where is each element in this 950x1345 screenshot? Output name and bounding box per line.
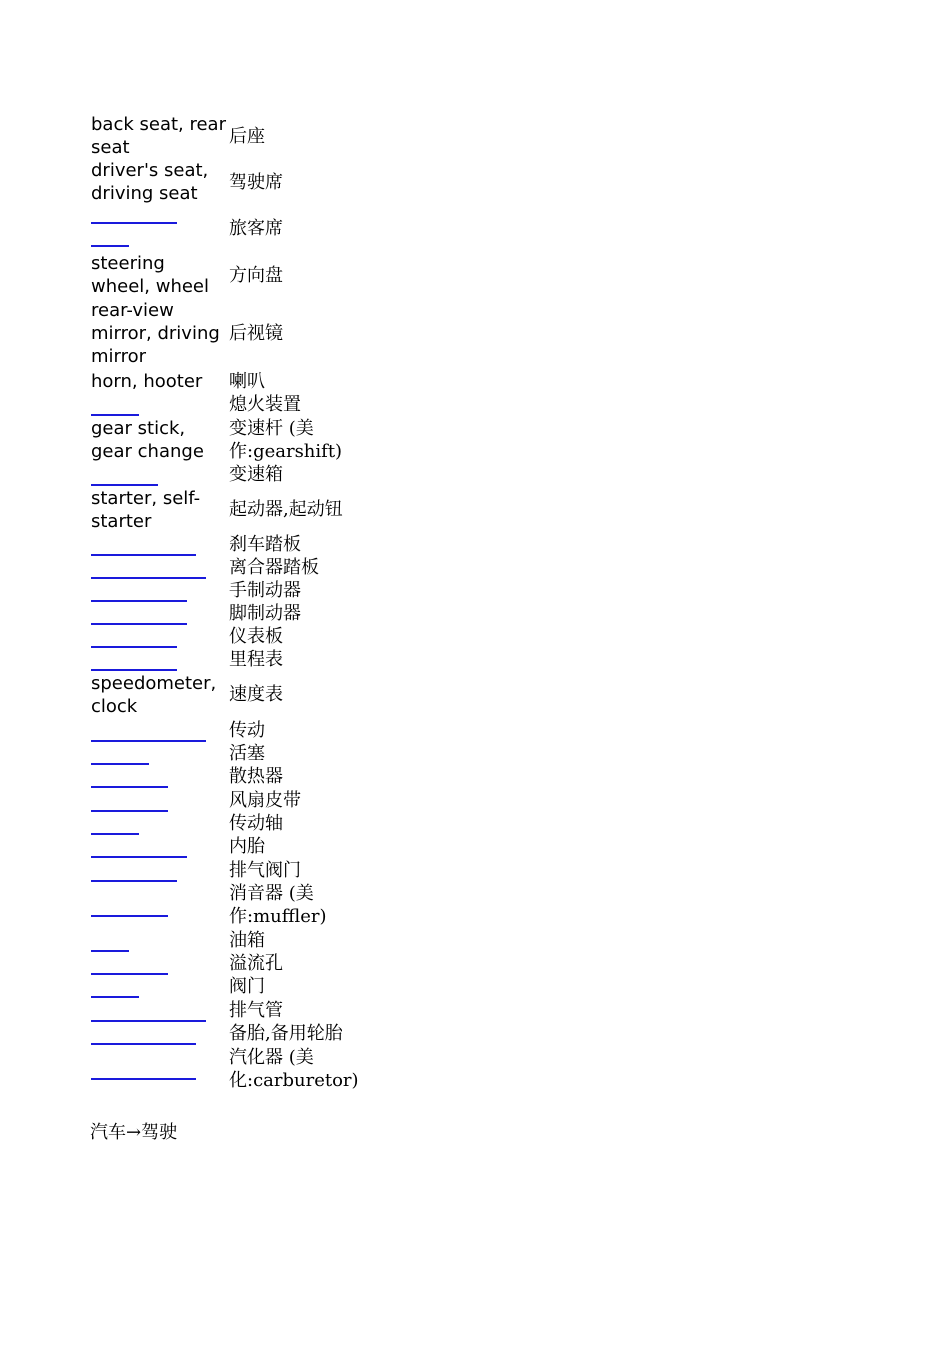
chinese-term: 速度表 xyxy=(229,684,283,705)
table-row xyxy=(88,205,379,252)
term-link[interactable] xyxy=(91,728,206,742)
table-row xyxy=(88,671,379,718)
table-row xyxy=(88,369,379,393)
term-link[interactable] xyxy=(91,611,187,625)
chinese-term: 散热器 xyxy=(229,766,283,787)
term-link[interactable] xyxy=(91,844,187,858)
chinese-term: 方向盘 xyxy=(229,264,283,286)
english-term: back seat, rear seat xyxy=(91,114,226,158)
english-term: rear-view mirror, driving mirror xyxy=(91,300,220,367)
chinese-term: 旅客席 xyxy=(229,218,283,239)
term-link[interactable] xyxy=(91,210,177,224)
table-row xyxy=(88,533,379,556)
table-row xyxy=(88,648,379,671)
table-row xyxy=(88,952,379,975)
chinese-term: 起动器,起动钮 xyxy=(229,499,343,520)
table-row xyxy=(88,858,379,882)
term-link[interactable] xyxy=(91,774,168,788)
term-link[interactable] xyxy=(91,821,139,835)
english-term: starter, self-starter xyxy=(91,487,201,532)
table-row xyxy=(88,882,379,928)
chinese-term: 溢流孔 xyxy=(229,953,283,974)
chinese-term: 熄火装置 xyxy=(229,394,301,415)
english-term: gear stick, gear change xyxy=(91,417,204,462)
chinese-term: 变速箱 xyxy=(229,464,283,485)
term-link[interactable] xyxy=(91,961,168,975)
chinese-term: 喇叭 xyxy=(229,370,265,392)
table-row xyxy=(88,975,379,998)
table-row xyxy=(88,812,379,835)
chinese-term: 脚制动器 xyxy=(229,603,301,624)
table-row xyxy=(88,113,379,159)
term-link[interactable] xyxy=(91,472,158,486)
term-link[interactable] xyxy=(91,634,177,648)
table-row xyxy=(88,556,379,579)
table-row xyxy=(88,835,379,858)
section-heading: 汽车→驾驶 xyxy=(90,1122,178,1143)
chinese-term: 传动 xyxy=(229,719,265,741)
term-link[interactable] xyxy=(91,1066,196,1080)
table-row xyxy=(88,486,379,533)
term-link[interactable] xyxy=(91,402,139,416)
english-term: speedometer, clock xyxy=(91,672,217,717)
english-term: steering wheel, wheel xyxy=(91,253,210,297)
chinese-term: 内胎 xyxy=(229,836,265,857)
english-term: horn, hooter xyxy=(91,370,203,392)
table-row xyxy=(88,1022,379,1045)
term-link[interactable] xyxy=(91,565,206,579)
chinese-term: 后座 xyxy=(229,125,265,147)
chinese-term: 后视镜 xyxy=(229,323,283,344)
english-term: driver's seat, driving seat xyxy=(91,160,209,204)
chinese-term: 里程表 xyxy=(229,649,283,670)
term-link[interactable] xyxy=(91,751,149,765)
vocabulary-table xyxy=(88,113,379,1092)
term-link[interactable] xyxy=(91,233,129,247)
chinese-term: 风扇皮带 xyxy=(229,789,301,811)
chinese-term: 汽化器 (美化:carburetor) xyxy=(229,1046,359,1091)
chinese-term: 油箱 xyxy=(229,929,265,951)
table-row xyxy=(88,463,379,486)
table-row xyxy=(88,159,379,205)
table-row xyxy=(88,718,379,742)
term-link[interactable] xyxy=(91,542,196,556)
table-row xyxy=(88,625,379,648)
term-link[interactable] xyxy=(91,984,139,998)
chinese-term: 排气管 xyxy=(229,999,283,1021)
term-link[interactable] xyxy=(91,868,177,882)
term-link[interactable] xyxy=(91,588,187,602)
chinese-term: 驾驶席 xyxy=(229,171,283,193)
term-link[interactable] xyxy=(91,903,168,917)
term-link[interactable] xyxy=(91,1031,196,1045)
table-row xyxy=(88,765,379,788)
chinese-term: 备胎,备用轮胎 xyxy=(229,1023,343,1044)
chinese-term: 活塞 xyxy=(229,743,265,764)
chinese-term: 仪表板 xyxy=(229,626,283,647)
chinese-term: 排气阀门 xyxy=(229,859,301,881)
chinese-term: 离合器踏板 xyxy=(229,557,319,578)
term-link[interactable] xyxy=(91,798,168,812)
table-row xyxy=(88,998,379,1022)
table-row xyxy=(88,298,379,369)
chinese-term: 传动轴 xyxy=(229,813,283,834)
term-link[interactable] xyxy=(91,938,129,952)
table-row xyxy=(88,393,379,416)
table-row xyxy=(88,788,379,812)
chinese-term: 变速杆 (美作:gearshift) xyxy=(229,417,343,462)
table-row xyxy=(88,742,379,765)
table-row xyxy=(88,928,379,952)
chinese-term: 刹车踏板 xyxy=(229,534,301,555)
table-row xyxy=(88,602,379,625)
table-row xyxy=(88,416,379,463)
term-link[interactable] xyxy=(91,657,177,671)
table-row xyxy=(88,252,379,298)
chinese-term: 阀门 xyxy=(229,976,265,997)
table-row xyxy=(88,1045,379,1092)
table-row xyxy=(88,579,379,602)
term-link[interactable] xyxy=(91,1008,206,1022)
chinese-term: 消音器 (美作:muffler) xyxy=(229,883,327,927)
chinese-term: 手制动器 xyxy=(229,580,301,601)
